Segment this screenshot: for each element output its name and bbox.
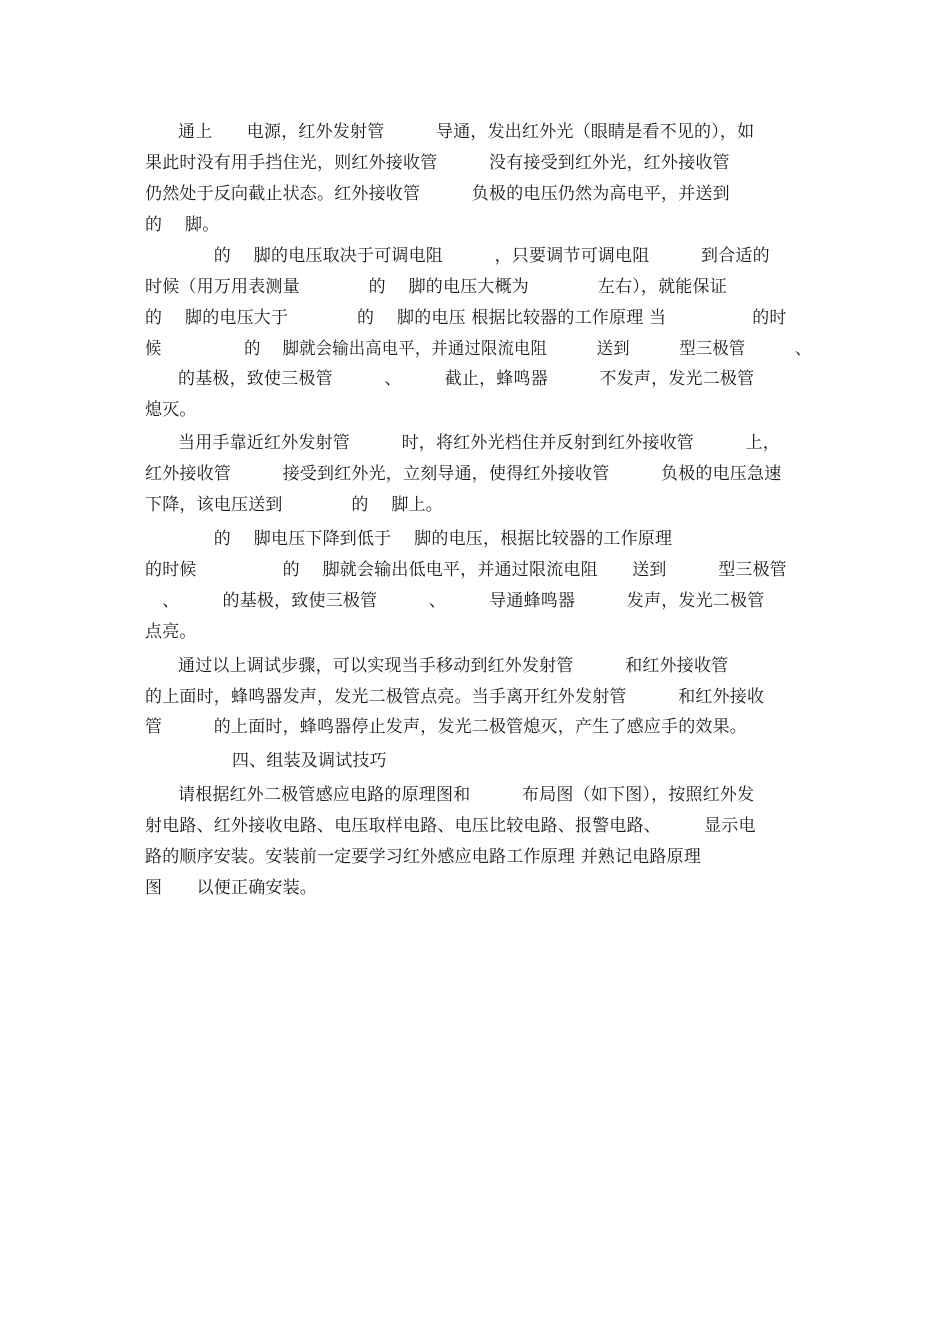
text-line: 点亮。 (145, 622, 197, 642)
text-line: 管 的上面时，蜂鸣器停止发声，发光二极管熄灭，产生了感应手的效果。 (145, 717, 747, 737)
text-line: 通上 电源，红外发射管 导通，发出红外光（眼睛是看不见的），如 (178, 122, 755, 142)
text-line: 熄灭。 (145, 400, 197, 420)
text-line: 请根据红外二极管感应电路的原理图和 布局图（如下图），按照红外发 (178, 785, 755, 805)
text-line: 的 脚。 (145, 215, 220, 235)
text-line: 射电路、红外接收电路、电压取样电路、电压比较电路、报警电路、 显示电 (145, 816, 756, 836)
text-line: 的基极，致使三极管 、 截止，蜂鸣器 不发声，发光二极管 (178, 369, 755, 389)
text-line: 仍然处于反向截止状态。红外接收管 负极的电压仍然为高电平，并送到 (145, 184, 730, 204)
text-line: 的上面时，蜂鸣器发声，发光二极管点亮。当手离开红外发射管 和红外接收 (145, 687, 765, 707)
text-line: 时候（用万用表测量 的 脚的电压大概为 左右），就能保证 (145, 277, 727, 297)
section-heading: 四、组装及调试技巧 (232, 751, 387, 771)
text-line: 候 的 脚就会输出高电平，并通过限流电阻 送到 型三极管 、 (145, 339, 812, 359)
text-line: 当用手靠近红外发射管 时，将红外光档住并反射到红外接收管 上， (178, 433, 780, 453)
text-line: 果此时没有用手挡住光，则红外接收管 没有接受到红外光，红外接收管 (145, 153, 730, 173)
text-line: 的 脚电压下降到低于 脚的电压，根据比较器的工作原理 (145, 529, 673, 549)
text-line: 路的顺序安装。安装前一定要学习红外感应电路工作原理 并熟记电路原理 (145, 847, 702, 867)
text-line: 的 脚的电压取决于可调电阻 ，只要调节可调电阻 到合适的 (145, 246, 770, 266)
text-line: 的 脚的电压大于 的 脚的电压 根据比较器的工作原理 当 的时 (145, 308, 787, 328)
text-line: 通过以上调试步骤，可以实现当手移动到红外发射管 和红外接收管 (178, 656, 729, 676)
text-line: 的时候 的 脚就会输出低电平，并通过限流电阻 送到 型三极管 (145, 560, 788, 580)
text-line: 红外接收管 接受到红外光，立刻导通，使得红外接收管 负极的电压急速 (145, 464, 782, 484)
text-line: 下降，该电压送到 的 脚上。 (145, 495, 444, 515)
text-line: 、 的基极，致使三极管 、 导通蜂鸣器 发声，发光二极管 (145, 591, 765, 611)
text-line: 图 以便正确安装。 (145, 878, 317, 898)
